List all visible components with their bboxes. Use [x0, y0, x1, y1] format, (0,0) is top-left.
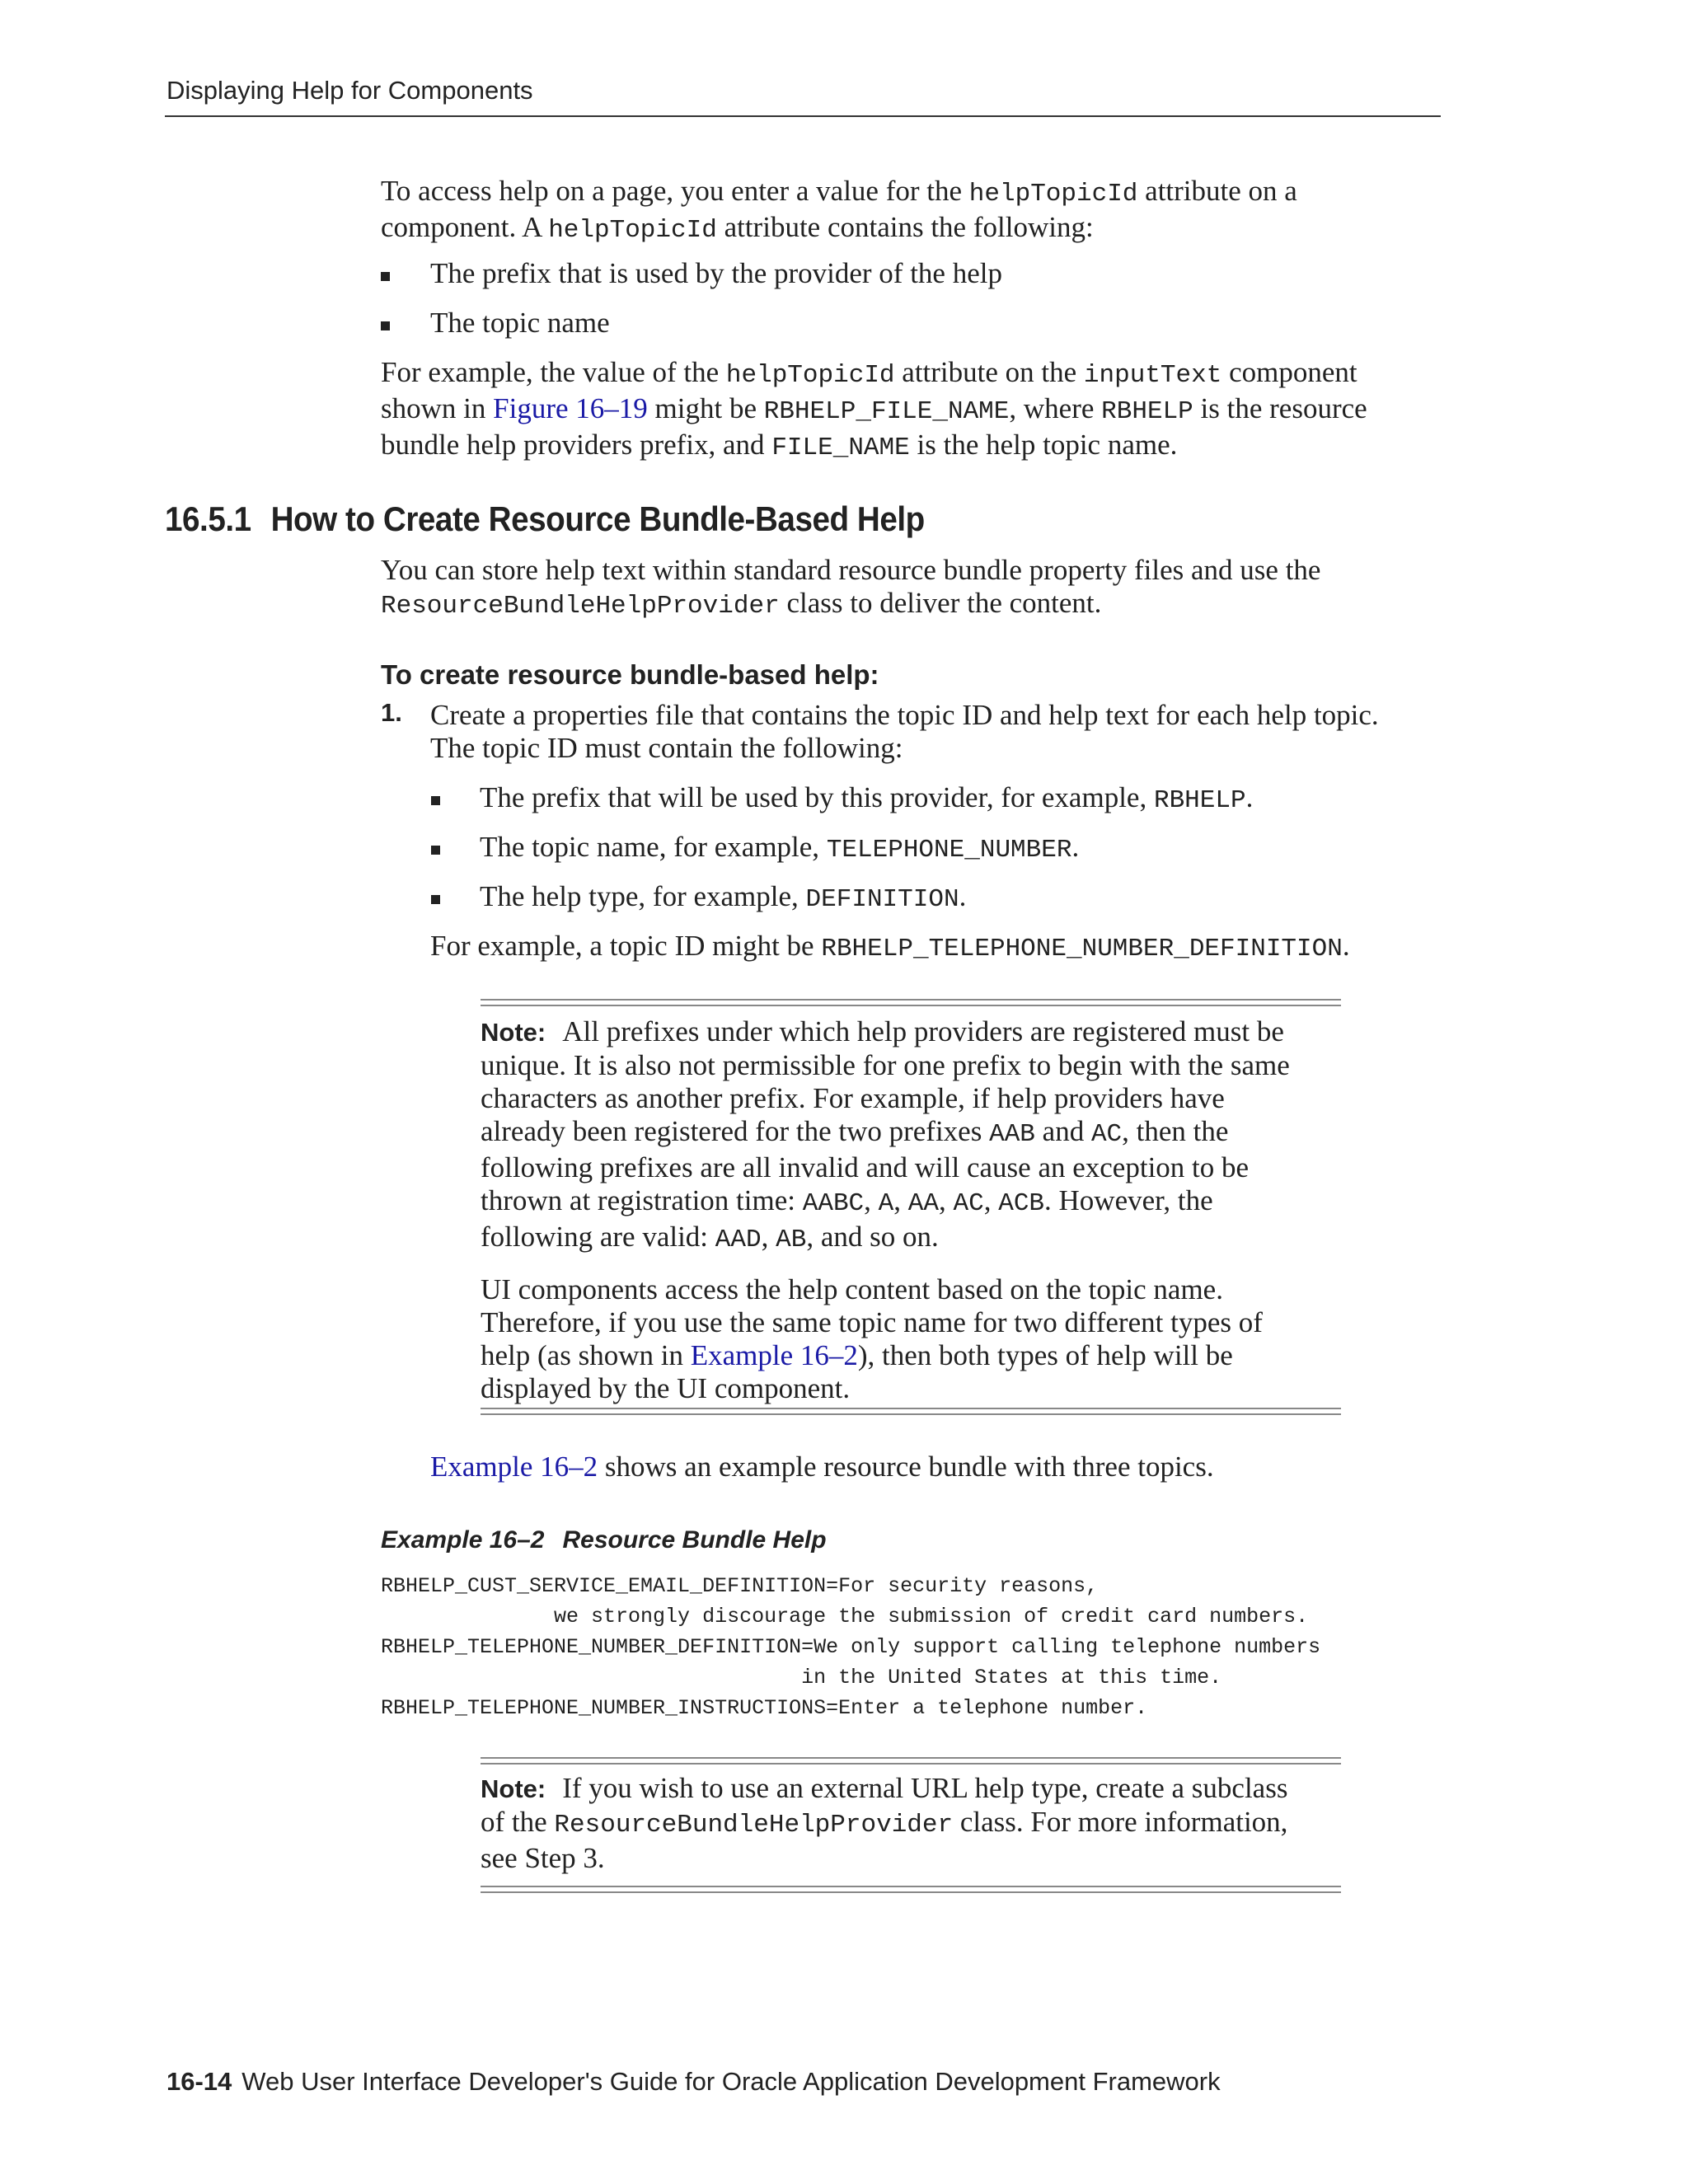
inline-code: RBHELP_TELEPHONE_NUMBER_DEFINITION [821, 935, 1343, 963]
inline-code: ResourceBundleHelpProvider [554, 1811, 954, 1840]
step-text: Create a properties file that contains the topic ID and help text for each help topic. The topic ID must contain the following: [430, 699, 1379, 764]
code-line: RBHELP_CUST_SERVICE_EMAIL_DEFINITION=For security reasons, [381, 1574, 1099, 1598]
bullet-icon [381, 321, 390, 330]
inline-code: RBHELP [1101, 397, 1193, 426]
note-box: Note: All prefixes under which help providers are registered must be unique. It is also not permissible for one prefix to begin with the same characters as another prefix. For example, if help providers have already been registered for the two prefixes AAB and AC, then the following prefixes are all invalid and will cause an exception to be thrown at registration time: AABC, A, AA, AC, ACB. However, the following are valid: AAD, AB, and so on. UI components access the help content based on the topic name. Therefore, if you use the same topic name for two different types of help (as shown in Example 16–2), then both types of help will be displayed by the UI component. [481, 1015, 1290, 1404]
bullet-icon [431, 846, 440, 855]
note-bottom-rule [481, 1886, 1341, 1887]
list-item: The topic name, for example, TELEPHONE_NUMBER. [480, 831, 1080, 865]
inline-code: FILE_NAME [771, 434, 910, 462]
note-bottom-rule [481, 1413, 1341, 1415]
section-paragraph: You can store help text within standard resource bundle property files and use the ResourceBundleHelpProvider class to deliver the content. [381, 554, 1321, 621]
note-top-rule [481, 999, 1341, 1001]
code-block [381, 1571, 1320, 1723]
intro-paragraph-2: For example, the value of the helpTopicId attribute on the inputText component shown in Figure 16–19 might be RBHELP_FILE_NAME, where RBHELP is the resource bundle help providers prefix, and FILE_NAME is the help topic name. [381, 356, 1367, 462]
inline-code: ResourceBundleHelpProvider [381, 592, 780, 621]
procedure-title: To create resource bundle-based help: [381, 659, 879, 690]
bullet-icon [431, 895, 440, 904]
note-bottom-rule [481, 1891, 1341, 1893]
note-box: Note: If you wish to use an external URL help type, create a subclass of the ResourceBundleHelpProvider class. For more information, see Step 3. [481, 1772, 1288, 1874]
code-line: in the United States at this time. [381, 1666, 1222, 1690]
bullet-icon [431, 796, 440, 805]
section-number: 16.5.1 [165, 499, 251, 538]
list-item: The help type, for example, DEFINITION. [480, 880, 967, 914]
example-intro: Example 16–2 shows an example resource bundle with three topics. [430, 1451, 1214, 1483]
example-number: Example 16–2 [381, 1526, 545, 1554]
note-label: Note: [481, 1774, 546, 1803]
list-item: The topic name [430, 307, 610, 339]
example-title: Resource Bundle Help [562, 1526, 827, 1554]
intro-paragraph: To access help on a page, you enter a value for the helpTopicId attribute on a component. A helpTopicId attribute contains the following: [381, 175, 1297, 245]
note-label: Note: [481, 1018, 546, 1047]
list-item: The prefix that is used by the provider of the help [430, 257, 1002, 289]
example-caption [381, 1526, 827, 1554]
inline-code: helpTopicId [968, 180, 1138, 209]
example-link[interactable]: Example 16–2 [430, 1451, 598, 1483]
list-item: The prefix that will be used by this provider, for example, RBHELP. [480, 781, 1254, 815]
inline-code: inputText [1083, 361, 1222, 390]
note-bottom-rule [481, 1408, 1341, 1409]
page-number: 16-14 [166, 2067, 232, 2096]
header-rule [165, 115, 1441, 117]
inline-code: RBHELP [1153, 786, 1246, 815]
page-footer [166, 2067, 1221, 2097]
section-title: How to Create Resource Bundle-Based Help [270, 499, 925, 538]
step-number: 1. [381, 698, 402, 727]
inline-code: helpTopicId [548, 216, 717, 245]
code-line: we strongly discourage the submission of credit card numbers. [381, 1605, 1309, 1629]
code-line: RBHELP_TELEPHONE_NUMBER_INSTRUCTIONS=Enter a telephone number. [381, 1696, 1148, 1720]
section-heading [165, 499, 925, 539]
bullet-icon [381, 272, 390, 281]
example-link[interactable]: Example 16–2 [690, 1339, 858, 1371]
inline-code: helpTopicId [725, 361, 895, 390]
book-title: Web User Interface Developer's Guide for Oracle Application Development Framework [241, 2067, 1221, 2096]
code-line: RBHELP_TELEPHONE_NUMBER_DEFINITION=We only support calling telephone numbers [381, 1635, 1321, 1659]
inline-code: RBHELP_FILE_NAME [763, 397, 1010, 426]
inline-code: TELEPHONE_NUMBER [826, 836, 1072, 865]
figure-link[interactable]: Figure 16–19 [493, 392, 648, 424]
note-top-rule [481, 1757, 1341, 1759]
running-header: Displaying Help for Components [166, 76, 533, 105]
inline-code: DEFINITION [805, 885, 959, 914]
note-top-rule [481, 1005, 1341, 1006]
topic-id-example: For example, a topic ID might be RBHELP_TELEPHONE_NUMBER_DEFINITION. [430, 930, 1350, 963]
note-top-rule [481, 1763, 1341, 1765]
